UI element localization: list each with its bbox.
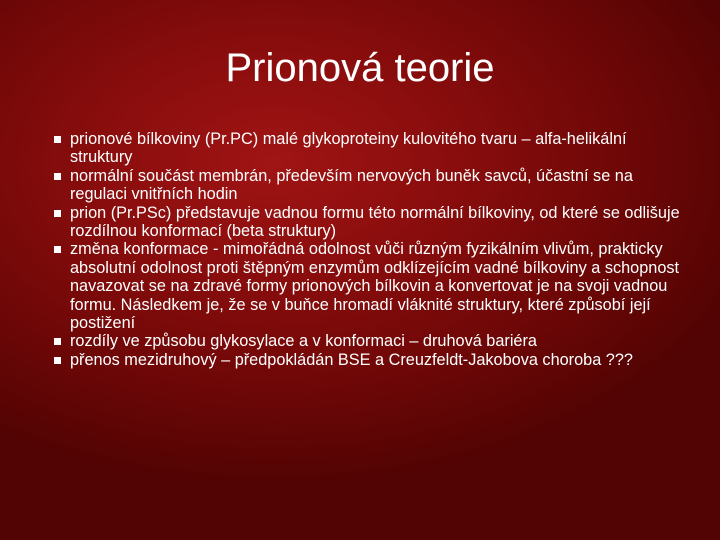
list-item: [54, 351, 684, 369]
bullet-text: změna konformace - mimořádná odolnost vůči různým fyzikálním vlivům, prakticky absolutní odolnost proti štěpným enzymům odklízejícím vadné bílkoviny a schopnost navazovat se na zdravé formy prionových bílkovin a konvertovat je na svoji vadnou formu. Následkem je, že se v buňce hromadí vláknité struktury, které způsobí její postižení: [70, 240, 680, 333]
square-bullet-icon: [54, 136, 61, 143]
square-bullet-icon: [54, 173, 61, 180]
bullet-text: prionové bílkoviny (Pr.PC) malé glykoproteiny kulovitého tvaru – alfa-helikální struktury: [70, 130, 627, 167]
list-item: [54, 167, 684, 204]
list-item: [54, 332, 684, 350]
square-bullet-icon: [54, 338, 61, 345]
square-bullet-icon: [54, 246, 61, 253]
list-item: [54, 130, 684, 167]
bullet-list: [54, 130, 684, 369]
bullet-text: přenos mezidruhový – předpokládán BSE a Creuzfeldt-Jakobova choroba ???: [70, 350, 633, 369]
bullet-text: rozdíly ve způsobu glykosylace a v konformaci – druhová bariéra: [70, 332, 537, 351]
list-item: [54, 204, 684, 241]
square-bullet-icon: [54, 210, 61, 217]
list-item: [54, 240, 684, 332]
bullet-text: prion (Pr.PSc) představuje vadnou formu této normální bílkoviny, od které se odlišuje rozdílnou konformací (beta struktury): [70, 203, 680, 241]
slide-title: Prionová teorie: [225, 46, 495, 90]
square-bullet-icon: [54, 357, 61, 364]
bullet-text: normální součást membrán, především nervových buněk savců, účastní se na regulaci vnitřních hodin: [70, 166, 633, 204]
